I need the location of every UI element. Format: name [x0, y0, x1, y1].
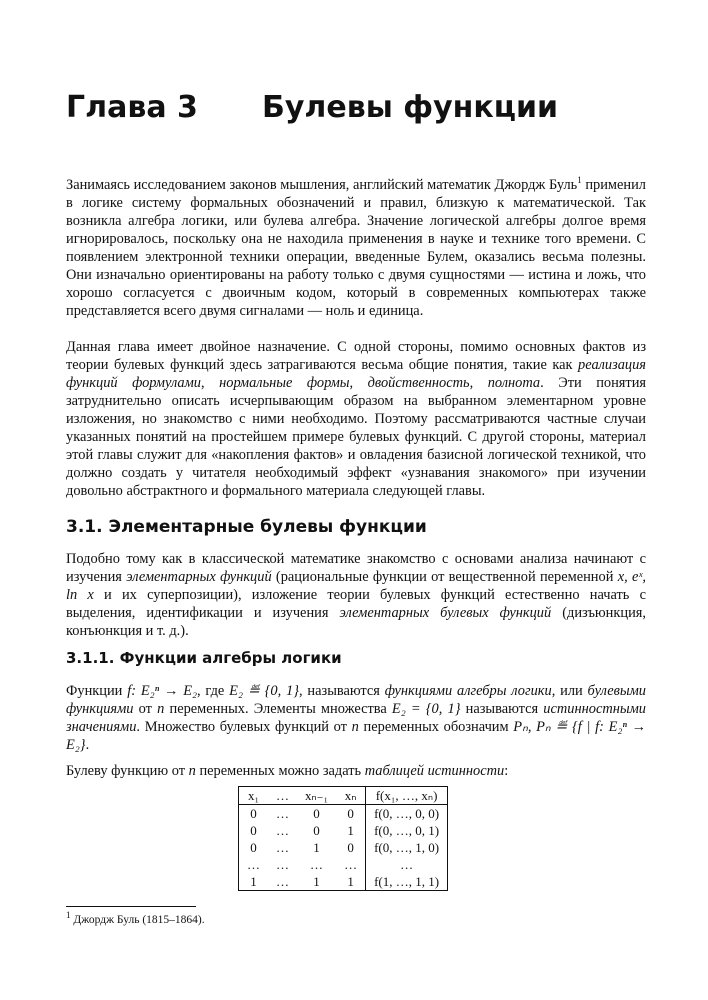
- intro-text: Занимаясь исследованием законов мышления, английский математик Джордж Буль: [66, 177, 578, 193]
- text-run: , или: [551, 683, 588, 699]
- table-cell: 0: [313, 806, 320, 821]
- footnote-text: Джордж Буль (1815–1864).: [70, 914, 205, 926]
- truth-table: [238, 786, 448, 891]
- chapter-heading: [66, 84, 666, 132]
- math-inline: n: [351, 719, 359, 735]
- header-cell: x₁: [239, 787, 269, 805]
- table-cell: 0: [250, 840, 257, 855]
- math-inline: n: [188, 763, 196, 779]
- table-cell: 0: [250, 806, 257, 821]
- intro-text-continued: применил в логике систему формальных обозначений и правил, близкую к математической. Так возникла алгебра логики, или булева алгебра. Значение логической алгебры долгое время игнорировалось, поскольку она не находила применения в науке и технике того времени. С появлением электронной техники операции, введенные Булем, оказались весьма полезны. Они изначально ориентированы на работу только с двумя сущностями — истина и ложь, что хорошо согласуется с двоичным кодом, который в современных компьютерах также представляется всего двумя сигналами — ноль и единица.: [66, 177, 646, 319]
- math-inline: n: [157, 701, 165, 717]
- chapter-label: Глава 3: [66, 90, 198, 125]
- text-run: (дизъюнкция, конъюнкция и т. д.).: [66, 605, 646, 639]
- table-cell: 1: [313, 874, 320, 889]
- table-cell: f(0, …, 0, 1): [366, 822, 448, 839]
- table-cell: 0: [313, 823, 320, 838]
- table-cell: 1: [250, 874, 257, 889]
- term-italic: истинностными значениями: [66, 701, 646, 735]
- table-cell: f(0, …, 0, 0): [366, 805, 448, 823]
- table-cell: 0: [250, 823, 257, 838]
- header-cell: …: [268, 787, 297, 805]
- footnote-reference[interactable]: 1: [577, 175, 582, 186]
- header-cell: f(x₁, …, xₙ): [366, 787, 448, 805]
- intro-paragraph-2: [66, 338, 646, 500]
- table-cell: …: [366, 856, 448, 873]
- text-run: переменных можно задать: [195, 763, 365, 779]
- table-row: [239, 873, 448, 891]
- math-inline: Pₙ, Pₙ ≝ {f | f: E₂ⁿ → E₂}: [66, 719, 646, 753]
- table-cell: …: [276, 806, 289, 821]
- table-cell: …: [276, 874, 289, 889]
- text-run: Подобно тому как в классической математике знакомство с основами анализа начинают с изучения: [66, 551, 646, 585]
- text-run: . Множество булевых функций от: [136, 719, 352, 735]
- math-inline: E₂ = {0, 1}: [391, 701, 461, 717]
- term-italic: нормальные формы: [219, 375, 350, 391]
- text-run: называются: [460, 701, 544, 717]
- text-run: Булеву функцию от: [66, 763, 189, 779]
- table-cell: …: [247, 857, 260, 872]
- section-paragraph: [66, 550, 646, 640]
- chapter-title: Булевы функции: [262, 90, 558, 125]
- text-run: ,: [469, 375, 488, 391]
- subsection-paragraph-1: [66, 682, 646, 754]
- term-italic: таблицей истинности: [364, 763, 505, 779]
- text-run: от: [133, 701, 158, 717]
- term-italic: элементарных булевых функций: [339, 605, 552, 621]
- text-run: ,: [201, 375, 220, 391]
- math-inline: f: E₂ⁿ → E₂: [127, 683, 197, 699]
- table-cell: f(0, …, 1, 0): [366, 839, 448, 856]
- table-row: [239, 805, 448, 823]
- text-run: :: [504, 763, 509, 779]
- term-italic: элементарных функций: [126, 569, 272, 585]
- table-cell: …: [276, 840, 289, 855]
- text-run: переменных. Элементы множества: [164, 701, 392, 717]
- table-cell: 1: [347, 874, 354, 889]
- term-italic: булевыми функциями: [66, 683, 646, 717]
- text-run: ,: [349, 375, 368, 391]
- table-cell: f(1, …, 1, 1): [366, 873, 448, 891]
- subsection-paragraph-2: [66, 762, 646, 780]
- header-cell: xₙ₋₁: [297, 787, 336, 805]
- text-run: Функции: [66, 683, 128, 699]
- text-run: Данная глава имеет двойное назначение. С одной стороны, помимо основных фактов из теории булевых функций здесь затрагиваются весьма общие понятия, такие как: [66, 339, 646, 373]
- math-inline: x, eˣ, ln x: [66, 569, 646, 603]
- table-cell: 1: [347, 823, 354, 838]
- text-run: и их суперпозиции), изложение теории булевых функций естественно начать с выделения, идентификации и изучения: [66, 587, 646, 621]
- text-run: , где: [197, 683, 230, 699]
- term-italic: полнота: [487, 375, 541, 391]
- header-cell: xₙ: [336, 787, 366, 805]
- intro-paragraph-1: [66, 176, 646, 320]
- table-cell: 0: [347, 840, 354, 855]
- table-row: [239, 822, 448, 839]
- text-run: , называются: [299, 683, 385, 699]
- section-heading: 3.1. Элементарные булевы функции: [66, 517, 427, 537]
- table-header-row: [239, 787, 448, 805]
- table-cell: …: [276, 857, 289, 872]
- text-run: . Эти понятия затруднительно описать исчерпывающим образом на выбранном элементарном уровне изложения, но знакомство с ними необходимо. Поэтому рассматриваются частные случаи указанных понятий на простейшем примере булевых функций. С другой стороны, материал этой главы служит для «накопления фактов» и овладения базисной логической техникой, что должно создать у читателя необходимый эффект «узнавания знакомого» при изучении довольно абстрактного и формального материала следующей главы.: [66, 375, 647, 499]
- footnote-divider: [66, 906, 196, 907]
- table-row: [239, 839, 448, 856]
- table-cell: 1: [313, 840, 320, 855]
- table-cell: …: [310, 857, 324, 872]
- text-run: (рациональные функции от вещественной переменной: [271, 569, 618, 585]
- footnote-mark: 1: [66, 910, 71, 921]
- term-italic: реализация функций формулами: [66, 357, 646, 391]
- table-cell: …: [344, 857, 358, 872]
- table-cell: …: [276, 823, 289, 838]
- table-cell: 0: [347, 806, 354, 821]
- term-italic: функциями алгебры логики: [384, 683, 552, 699]
- text-run: переменных обозначим: [358, 719, 514, 735]
- text-run: .: [85, 737, 90, 753]
- math-inline: E₂ ≝ {0, 1}: [229, 683, 299, 699]
- table-row: [239, 856, 448, 873]
- term-italic: двойственность: [367, 375, 470, 391]
- subsection-heading: 3.1.1. Функции алгебры логики: [66, 649, 342, 667]
- footnote: [66, 910, 646, 927]
